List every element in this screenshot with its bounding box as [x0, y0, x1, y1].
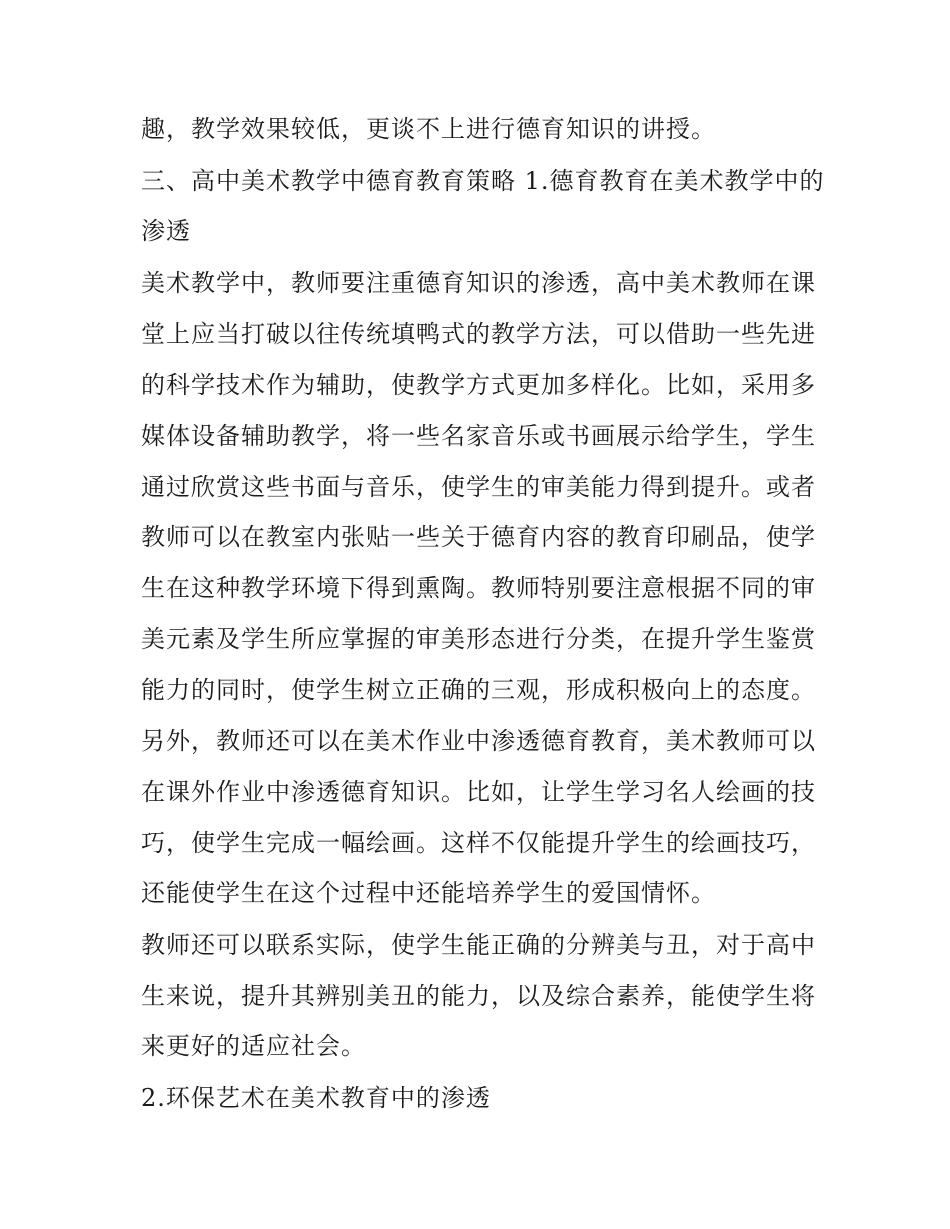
text-line: 趣，教学效果较低，更谈不上进行德育知识的讲授。: [141, 115, 716, 143]
text-line: 在课外作业中渗透德育知识。比如，让学生学习名人绘画的技: [141, 778, 816, 806]
text-line: 美元素及学生所应掌握的审美形态进行分类，在提升学生鉴赏: [141, 625, 816, 653]
text-line: 教师还可以联系实际，使学生能正确的分辨美与丑，对于高中: [141, 931, 816, 959]
text-line: 堂上应当打破以往传统填鸭式的教学方法，可以借助一些先进: [141, 320, 816, 348]
text-line: 通过欣赏这些书面与音乐，使学生的审美能力得到提升。或者: [141, 473, 816, 501]
text-line: 媒体设备辅助教学，将一些名家音乐或书画展示给学生，学生: [141, 422, 816, 450]
text-line: 美术教学中，教师要注重德育知识的渗透，高中美术教师在课: [141, 269, 816, 297]
subsection-heading: 2.环保艺术在美术教育中的渗透: [141, 1084, 491, 1112]
text-line: 巧，使学生完成一幅绘画。这样不仅能提升学生的绘画技巧，: [141, 829, 816, 857]
text-line: 教师可以在教室内张贴一些关于德育内容的教育印刷品，使学: [141, 523, 816, 551]
section-heading: 三、高中美术教学中德育教育策略 1.德育教育在美术教学中的: [141, 167, 825, 195]
text-line: 的科学技术作为辅助，使教学方式更加多样化。比如，采用多: [141, 371, 816, 399]
text-line: 生来说，提升其辨别美丑的能力，以及综合素养，能使学生将: [141, 982, 816, 1010]
text-line: 另外，教师还可以在美术作业中渗透德育教育，美术教师可以: [141, 727, 816, 755]
text-line: 还能使学生在这个过程中还能培养学生的爱国情怀。: [141, 879, 716, 907]
text-line: 能力的同时，使学生树立正确的三观，形成积极向上的态度。: [141, 676, 816, 704]
section-heading-cont: 渗透: [141, 217, 191, 245]
text-line: 生在这种教学环境下得到熏陶。教师特别要注意根据不同的审: [141, 574, 816, 602]
text-line: 来更好的适应社会。: [141, 1032, 366, 1060]
